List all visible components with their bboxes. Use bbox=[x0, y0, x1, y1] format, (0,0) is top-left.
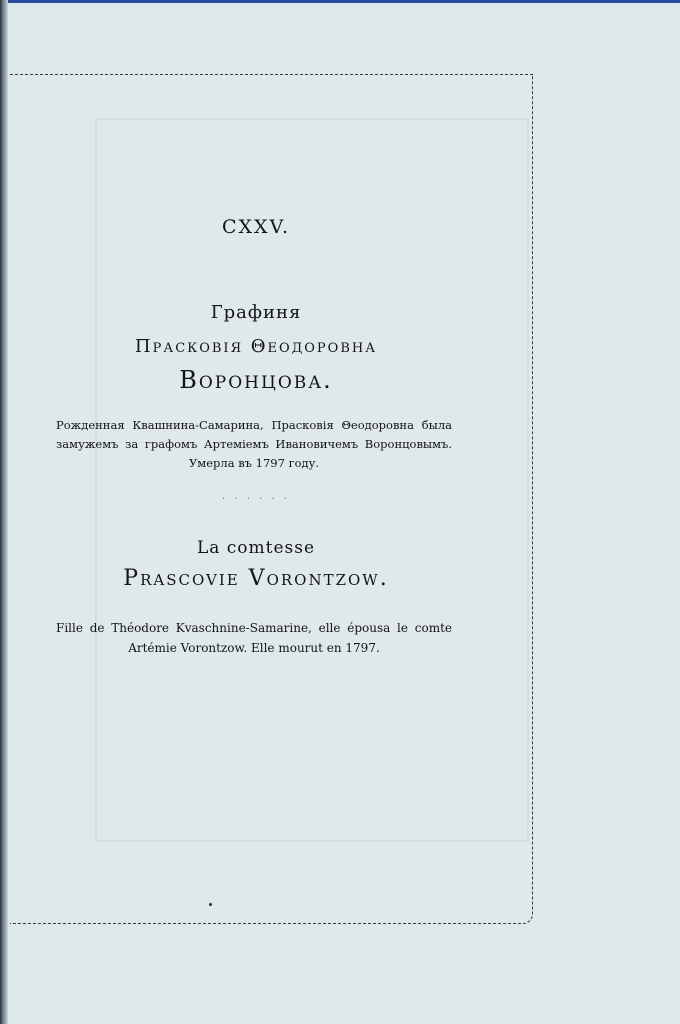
russian-biography: Рожденная Квашнина-Самарина, Прасковія Θеодоровна была замужемъ за графомъ Артеміемъ Ивановичемъ Воронцовымъ. Умерла въ 1797 году. bbox=[56, 418, 452, 470]
russian-title: Графиня bbox=[210, 302, 302, 323]
french-name: Prascovie Vorontzow. bbox=[123, 566, 389, 591]
french-biography: Fille de Théodore Kvaschnine-Samarine, elle épousa le comte Artémie Vorontzow. Elle mourut en 1797. bbox=[56, 621, 452, 655]
russian-name-line1: Прасковія Θеодоровна bbox=[134, 336, 378, 357]
scan-binding-edge bbox=[0, 0, 8, 1024]
top-edge-strip bbox=[0, 0, 680, 3]
french-title: La comtesse bbox=[196, 538, 316, 558]
plate-number: CXXV. bbox=[221, 216, 291, 238]
section-separator: · · · · · · bbox=[222, 494, 290, 505]
page-speck bbox=[209, 903, 212, 906]
russian-name-line2: Воронцова. bbox=[179, 366, 333, 394]
